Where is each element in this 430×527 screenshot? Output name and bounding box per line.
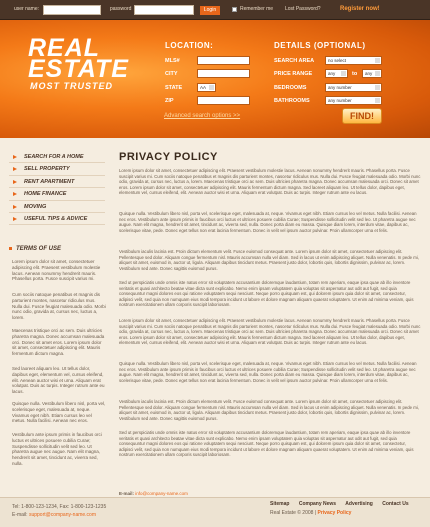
logo-line1: REAL [28, 34, 101, 62]
city-label: CITY [165, 71, 178, 77]
content-paragraph: Sed ut perspiciatis unde omnis iste natus error sit voluptatem accusantium doloremque laudantium, totam rem aperiam, eaque ipsa quae ab illo inventore veritatis et quasi architecto beatae vitae dicta sunt explicabo. Nemo enim ipsam voluptatem quia voluptas sit aspernatur aut odit aut fugit, sed quia consequuntur magni dolores eos qui ratione voluptatem sequi nesciunt. Neque porro quisquam est, qui dolorem ipsum quia dolor sit amet, consectetur, adipisci velit, sed quia non numquam eius modi tempora incidunt ut labore et dolore magnam aliquam quaerat voluptatem. Ut enim ad minima veniam, quis nostrum exercitationem ullam corporis suscipit laboriosam. [119, 280, 414, 308]
mls-label: MLS# [165, 58, 180, 64]
content-paragraph: Vestibulum iaculis lacinia est. Proin dictum elementum velit. Fusce euismod consequat ante. Lorem ipsum dolor sit amet, consectetuer adipiscing elit. Pellentesque sed dolor. Aliquam congue fermentum nisl. Mauris accumsan nulla vel diam. Sed in lacus ut enim adipiscing aliquet. Nulla venenatis. In pede mi, aliquet sit amet, euismod in, auctor ut, ligula. Aliquam dapibus tincidunt metus. Praesent justo dolor, lobortis quis, lobortis dignissim, pulvinar ac, lorem. Vestibulum sed ante. Donec sagittis euismod purus. [119, 249, 419, 271]
terms-paragraph: Cum sociis natoque penatibus et magnis dis parturient montes, nascetur ridiculus mus. Nulla dui. Fusce feugiat malesuada odio. Morbi nunc odio, gravida at, cursus nec, luctus a, lorem. [12, 292, 106, 321]
copyright-text: Real Estate © 2008 | [270, 510, 317, 516]
footer-contact [12, 503, 106, 519]
find-button[interactable]: FIND! [342, 108, 382, 124]
sidebar-item-sell-property[interactable]: SELL PROPERTY [9, 163, 105, 175]
price-from-select[interactable]: any [325, 69, 348, 78]
terms-paragraph: Vestibulum ante ipsum primis in faucibus orci luctus et ultrices posuere cubilia Curae; Suspendisse sollicitudin velit sed leo. Ut pharetra augue nec augue. Nam elit magna, hendrerit sit amet, tincidunt ac, viverra sed, nulla. [12, 432, 102, 466]
city-input[interactable] [197, 69, 250, 78]
price-to-select[interactable]: any [362, 69, 382, 78]
contact-email [119, 491, 188, 496]
sidebar-item-search-home[interactable]: SEARCH FOR A HOME [9, 151, 105, 163]
search-area-select[interactable]: no select [325, 56, 382, 65]
username-label: user name: [14, 6, 40, 12]
footer-link-sitemap[interactable]: Sitemap [270, 501, 290, 507]
bedrooms-label: BEDROOMS [274, 85, 307, 91]
footer-email-label: E-mail: [12, 512, 28, 518]
footer-copyright [270, 510, 351, 516]
details-title: DETAILS (OPTIONAL) [274, 41, 366, 50]
content-paragraph: Lorem ipsum dolor sit amet, consectetuer adipiscing elit. Praesent vestibulum molestie lacus. Aenean nonummy hendrerit mauris. Phasellus porta. Fusce suscipit varius mi. Cum sociis natoque penatibus et magnis dis parturient montes, nascetur ridiculus mus. Nulla dui. Fusce feugiat malesuada odio. Morbi nunc odio, gravida at, cursus nec, luctus a, lorem. Maecenas tristique orci ac sem. Duis ultricies pharetra magna. Donec accumsan malesuada orci. Donec sit amet eros. Lorem ipsum dolor sit amet, consectetuer adipiscing elit. Mauris fermentum dictum magna. Sed laoreet aliquam leo. Ut tellus dolor, dapibus eget, elementum vel, cursus eleifend, elit. Aenean auctor wisi et urna. Aliquam erat volutpat. Duis ac turpis. Integer rutrum ante eu lacus. [119, 318, 421, 346]
sidebar-item-rent-apartment[interactable]: RENT APARTMENT [9, 176, 105, 188]
login-button[interactable]: Login [200, 6, 220, 15]
email-label: E-mail: [119, 491, 135, 496]
remember-checkbox[interactable] [232, 7, 237, 12]
register-link[interactable]: Register now! [340, 6, 380, 12]
privacy-policy-link[interactable]: Privacy Policy [317, 510, 352, 516]
footer-email-link[interactable]: support@company-name.com [28, 512, 97, 518]
bedrooms-select[interactable]: any number [325, 83, 382, 92]
zip-input[interactable] [197, 96, 250, 105]
footer-link-advertising[interactable]: Advertising [345, 501, 373, 507]
logo-tagline: MOST TRUSTED [30, 81, 113, 91]
location-title: LOCATION: [165, 41, 214, 50]
lost-password-link[interactable]: Lost Password? [285, 6, 321, 12]
footer-link-company-news[interactable]: Company News [298, 501, 337, 507]
email-link[interactable]: info@company-name.com [135, 491, 188, 496]
content-paragraph: Lorem ipsum dolor sit amet, consectetuer adipiscing elit. Praesent vestibulum molestie lacus. Aenean nonummy hendrerit mauris. Phasellus porta. Fusce suscipit varius mi. Cum sociis natoque penatibus et magnis dis parturient montes, nascetur ridiculus mus. Nulla dui. Fusce feugiat malesuada odio. Morbi nunc odio, gravida at, cursus nec, luctus a, lorem. Maecenas tristique orci ac sem. Duis ultricies pharetra magna. Donec accumsan malesuada orci. Donec sit amet eros. Lorem ipsum dolor sit amet, consectetuer adipiscing elit. Mauris fermentum dictum magna. Sed laoreet aliquam leo. Ut tellus dolor, dapibus eget, elementum vel, cursus eleifend, elit. Aenean auctor wisi et urna. Aliquam erat volutpat. Duis ac turpis. Integer rutrum ante eu lacus. [119, 168, 421, 196]
terms-paragraph: Maecenas tristique orci ac sem. Duis ultricies pharetra magna. Donec accumsan malesuada orci. Donec sit amet eros. Lorem ipsum dolor sit amet, consectetuer adipiscing elit. Mauris fermentum dictum magna. [12, 328, 105, 357]
search-area-label: SEARCH AREA [274, 58, 315, 64]
terms-paragraph: Quisque nulla. Vestibulum libero nisl, porta vel, scelerisque eget, malesuada at, neque. Vivamus eget nibh. Etiam cursus leo vel metus. Nulla facilisi. Aenean nec eros. [12, 401, 106, 424]
footer-email [12, 511, 106, 519]
terms-title: TERMS OF USE [9, 246, 61, 252]
content-paragraph: Sed ut perspiciatis unde omnis iste natus error sit voluptatem accusantium doloremque laudantium, totam rem aperiam, eaque ipsa quae ab illo inventore veritatis et quasi architecto beatae vitae dicta sunt explicabo. Nemo enim ipsam voluptatem quia voluptas sit aspernatur aut odit aut fugit, sed quia consequuntur magni dolores eos qui ratione voluptatem sequi nesciunt. Neque porro quisquam est, qui dolorem ipsum quia dolor sit amet, consectetur, adipisci velit, sed quia non numquam eius modi tempora incidunt ut labore et dolore magnam aliquam quaerat voluptatem. Ut enim ad minima veniam, quis nostrum exercitationem ullam corporis suscipit laboriosam. [119, 430, 414, 458]
logo[interactable] [28, 34, 129, 83]
state-select[interactable]: AA [197, 83, 216, 92]
sidebar-item-home-finance[interactable]: HOME FINANCE [9, 188, 105, 200]
sidebar-item-useful-tips[interactable]: USEFUL TIPS & ADVICE [9, 213, 105, 225]
content-paragraph: Vestibulum iaculis lacinia est. Proin dictum elementum velit. Fusce euismod consequat ante. Lorem ipsum dolor sit amet, consectetuer adipiscing elit. Pellentesque sed dolor. Aliquam congue fermentum nisl. Mauris accumsan nulla vel diam. Sed in lacus ut enim adipiscing aliquet. Nulla venenatis. In pede mi, aliquet sit amet, euismod in, auctor ut, ligula. Aliquam dapibus tincidunt metus. Praesent justo dolor, lobortis quis, lobortis dignissim, pulvinar ac, lorem. Vestibulum sed ante. Donec sagittis euismod purus. [119, 399, 419, 421]
price-to-label: to [352, 71, 358, 77]
bathrooms-select[interactable]: any number [325, 96, 382, 105]
sidebar-item-moving[interactable]: MOVING [9, 201, 105, 213]
password-input[interactable] [134, 5, 194, 15]
terms-paragraph: Sed laoreet aliquam leo. Ut tellus dolor, dapibus eget, elementum vel, cursus eleifend, elit. Aenean auctor wisi et urna. Aliquam erat volutpat. Duis ac turpis. Integer rutrum ante eu lacus. [12, 366, 105, 395]
page-title: PRIVACY POLICY [119, 151, 218, 163]
remember-label: Remember me [240, 6, 274, 12]
mls-input[interactable] [197, 56, 250, 65]
zip-label: ZIP [165, 98, 174, 104]
content-paragraph: Quisque nulla. Vestibulum libero nisl, porta vel, scelerisque eget, malesuada at, neque. Vivamus eget nibh. Etiam cursus leo vel metus. Nulla facilisi. Aenean nec eros. Vestibulum ante ipsum primis in faucibus orci luctus et ultrices posuere cubilia Curae; Suspendisse sollicitudin velit sed leo. Ut pharetra augue nec augue. Nam elit magna, hendrerit sit amet, tincidunt ac, viverra sed, nulla. Donec porta diam eu massa. Quisque diam lorem, interdum vitae, dapibus ac, scelerisque vitae, pede. Donec eget tellus non erat lacinia fermentum. Donec in velit vel ipsum auctor pulvinar. Proin ullamcorper urna et felis. [119, 211, 417, 233]
sidebar-menu [9, 151, 105, 225]
state-label: STATE [165, 85, 183, 91]
advanced-search-link[interactable]: Advanced search options >> [164, 113, 241, 119]
top-login-bar [0, 0, 430, 20]
footer-link-contact-us[interactable]: Contact Us [382, 501, 409, 507]
footer-phone: Tel: 1-800-123-1234, Fax: 1-800-123-1235 [12, 504, 107, 510]
content-paragraph: Quisque nulla. Vestibulum libero nisl, porta vel, scelerisque eget, malesuada at, neque. Vivamus eget nibh. Etiam cursus leo vel metus. Nulla facilisi. Aenean nec eros. Vestibulum ante ipsum primis in faucibus orci luctus et ultrices posuere cubilia Curae; Suspendisse sollicitudin velit sed leo. Ut pharetra augue nec augue. Nam elit magna, hendrerit sit amet, tincidunt ac, viverra sed, nulla. Donec porta diam eu massa. Quisque diam lorem, interdum vitae, dapibus ac, scelerisque vitae, pede. Donec eget tellus non erat lacinia fermentum. Donec in velit vel ipsum auctor pulvinar. Proin ullamcorper urna et felis. [119, 361, 417, 383]
logo-line2: ESTATE [28, 55, 129, 83]
bathrooms-label: BATHROOMS [274, 98, 310, 104]
username-input[interactable] [43, 5, 101, 15]
price-range-label: PRICE RANGE [274, 71, 313, 77]
password-label: password [110, 6, 132, 12]
terms-paragraph: Lorem ipsum dolor sit amet, consectetuer adipiscing elit. Praesent vestibulum molestie lacus. Aenean nonummy hendrerit mauris. Phasellus porta. Fusce suscipit varius mi. [12, 259, 101, 282]
footer-links [270, 501, 417, 507]
